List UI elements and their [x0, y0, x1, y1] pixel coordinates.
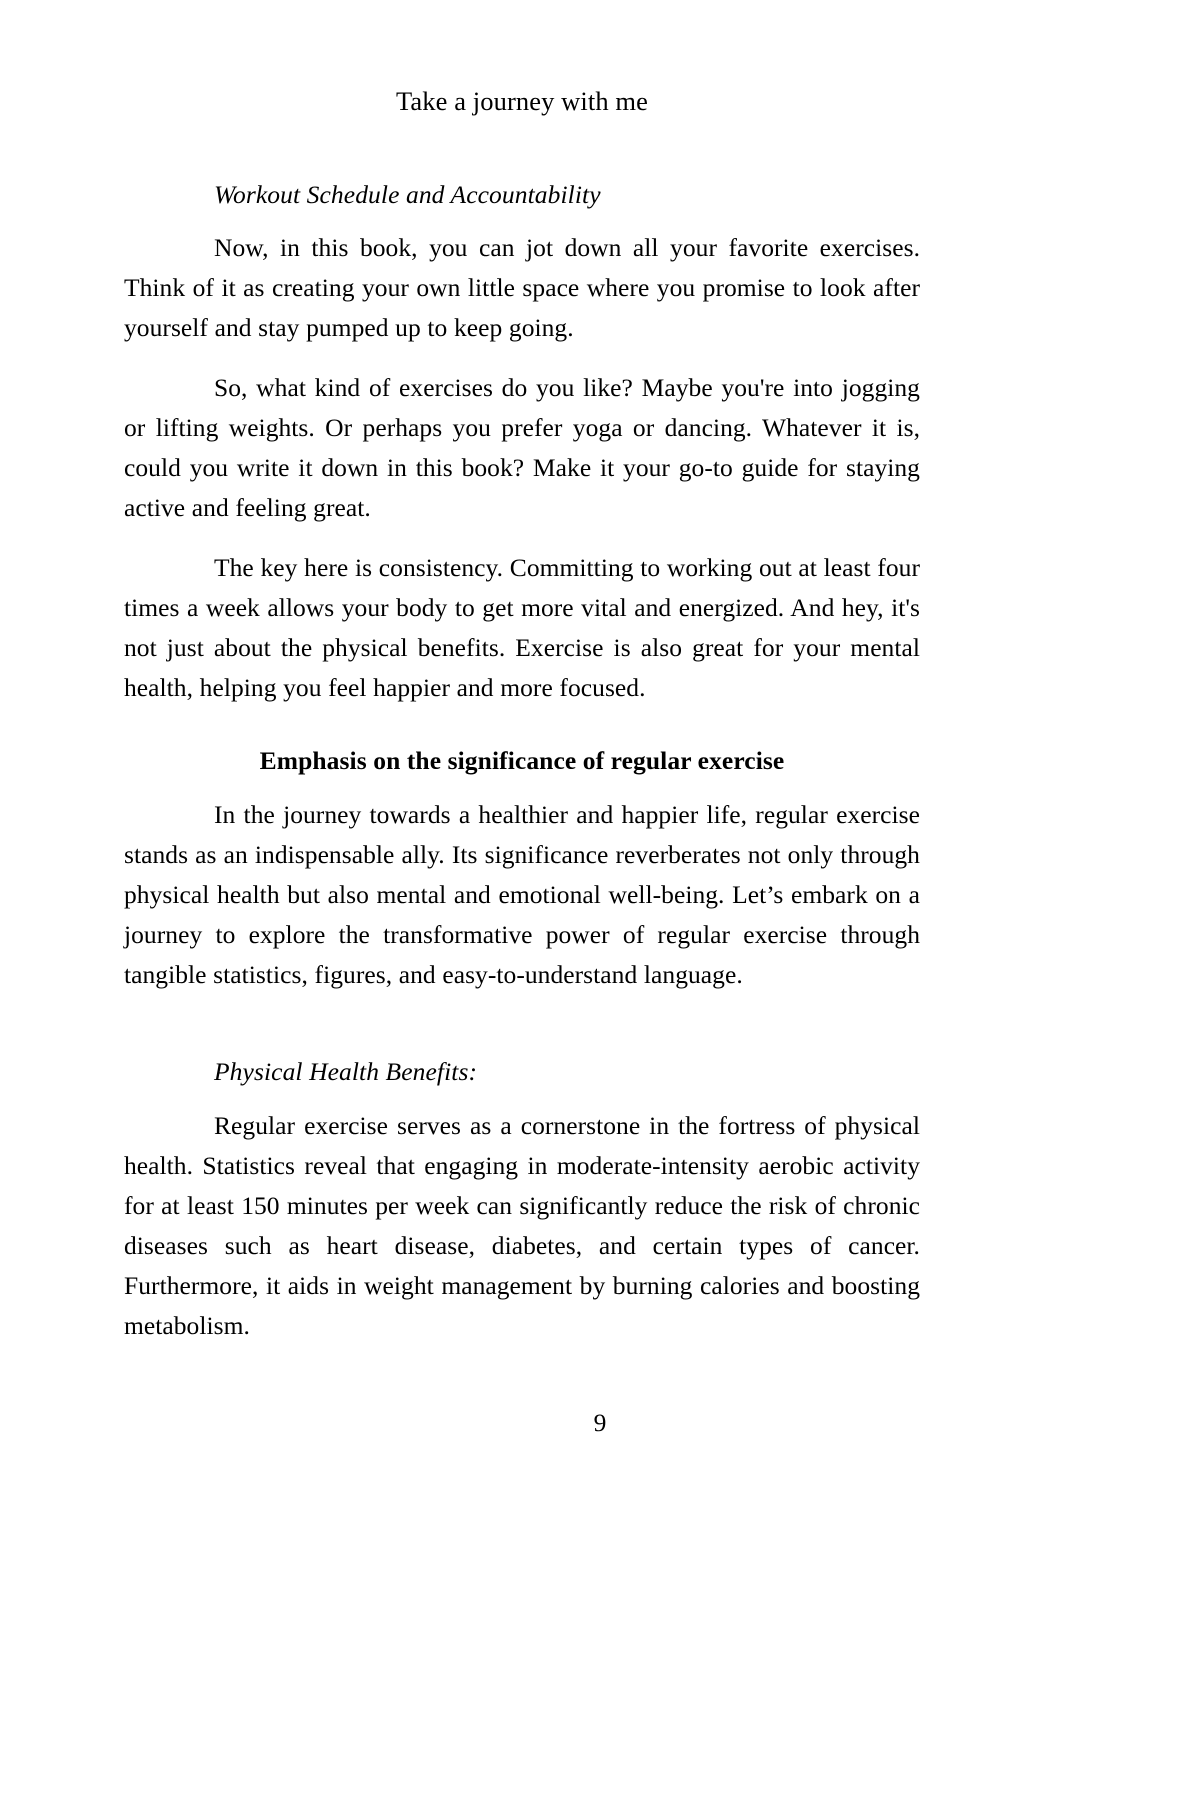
running-header: Take a journey with me — [395, 86, 648, 116]
page-number: 9 — [593, 1408, 607, 1437]
paragraph-physical-health-statistics: Regular exercise serves as a cornerstone in the fortress of physical health. Statistics reveal that engaging in moderate-intensity aerobic activity for at least 150 minutes per week can significantly reduce the risk of chronic diseases such as heart disease, diabetes, and certain types of cancer. Furthermore, it aids in weight management by burning calories and boosting metabolism. — [124, 1110, 920, 1340]
page-content — [124, 0, 920, 1346]
section-heading-emphasis-regular-exercise: Emphasis on the significance of regular exercise — [259, 746, 785, 776]
section-heading-physical-health-benefits: Physical Health Benefits: — [214, 1056, 478, 1086]
section-heading-workout-schedule: Workout Schedule and Accountability — [214, 179, 601, 209]
paragraph-workout-book: Now, in this book, you can jot down all your favorite exercises. Think of it as creating your own little space where you promise to look after yourself and stay pumped up to keep going. — [124, 233, 920, 343]
paragraph-consistency: The key here is consistency. Committing to working out at least four times a week allows your body to get more vital and energized. And hey, it's not just about the physical benefits. Exercise is also great for your mental health, helping you feel happier and more focused. — [124, 553, 920, 703]
paragraph-journey-healthier-life: In the journey towards a healthier and happier life, regular exercise stands as an indispensable ally. Its significance reverberates not only through physical health but also mental and emotional well-being. Let’s embark on a journey to explore the transformative power of regular exercise through tangible statistics, figures, and easy-to-understand language. — [124, 799, 920, 989]
paragraph-exercise-preferences: So, what kind of exercises do you like? Maybe you're into jogging or lifting weights. Or perhaps you prefer yoga or dancing. Whatever it is, could you write it down in this book? Make it your go-to guide for staying active and feeling great. — [124, 373, 920, 523]
